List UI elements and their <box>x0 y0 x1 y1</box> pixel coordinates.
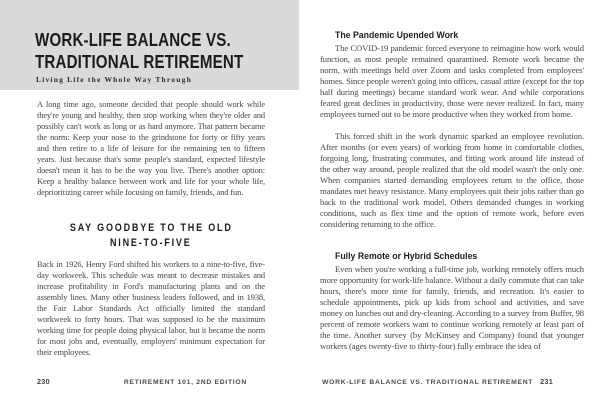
running-title-left: RETIREMENT 101, 2ND EDITION <box>123 379 247 386</box>
right-page-footer <box>322 377 553 386</box>
body-paragraph: Even when you're working a full-time job, working remotely offers much more opportunity for work-life balance. Without a daily commute that can take hours, there's more time for family, friends, and recreation. It's easier to schedule appointments, pick up kids from school and activities, and save money on lunches out and dry-cleaning. According to a survey from Buffer, 98 percent of remote workers want to continue working remotely at least part of the time. Another survey (by McKinsey and Company) found that younger workers (ages twenty-five to thirty-four) fully embrace the idea of <box>320 264 584 351</box>
subsection-heading-pandemic: The Pandemic Upended Work <box>335 30 459 41</box>
chapter-title-line1: WORK-LIFE BALANCE VS. <box>35 30 231 50</box>
chapter-title-line2: TRADITIONAL RETIREMENT <box>35 52 244 72</box>
page-number-right: 231 <box>540 377 553 386</box>
section-heading-line1: SAY GOODBYE TO THE OLD <box>69 222 233 234</box>
chapter-title <box>35 29 243 73</box>
body-paragraph: This forced shift in the work dynamic sparked an employee revolution. After months (or even years) of working from home in comfortable clothes, forgoing long, frustrating commutes, and fitting work around life instead of the other way around, people realized that the old model wasn't the only one. When companies started demanding employees return to the office, those mandates met heavy resistance. Many employees quit their jobs rather than go back to the traditional work model. Others demanded changes in working conditions, such as flex time and the option of remote work, before even considering returning to the office. <box>320 131 584 229</box>
page-number-left: 230 <box>37 377 50 386</box>
left-page-footer <box>37 377 247 386</box>
running-title-right: WORK-LIFE BALANCE VS. TRADITIONAL RETIREMENT <box>322 379 534 386</box>
section-paragraph: Back in 1926, Henry Ford shifted his workers to a nine-to-five, five-day workweek. This schedule was meant to decrease mistakes and increase profitability in Ford's manufacturing plants and on the assembly lines. Many other business leaders followed, and in 1938, the Fair Labor Standards Act officially limited the standard workweek to forty hours. That was supposed to be the maximum working time for people doing physical labor, but it became the norm for most jobs and, eventually, employers' minimum expectation for their employees. <box>37 260 265 357</box>
subsection-heading-remote: Fully Remote or Hybrid Schedules <box>335 251 478 262</box>
section-heading-line2: NINE-TO-FIVE <box>110 237 192 249</box>
intro-paragraph: A long time ago, someone decided that people should work while they're young and healthy, then stop working when they're older and possibly can't work as long or as hard anymore. That pattern became the norm: Keep your nose to the grindstone for forty or fifty years and then retire to a life of leisure for the remaining ten to fifteen years. Just because that's some people's standard, expected lifestyle doesn't mean it has to be the way you live. There's another option: Keep a healthy balance between work and life for your whole life, deprioritizing career while focusing on family, friends, and fun. <box>37 100 265 197</box>
body-paragraph: The COVID-19 pandemic forced everyone to reimagine how work would function, as most people remained quarantined. Remote work became the norm, with meetings held over Zoom and tasks completed from employees' homes. Since people weren't going into offices, casual attire (except for the top half during meetings) became standard work wear. And while corporations feared great declines in productivity, those were never realized. In fact, many employees turned out to be more productive when they worked from home. <box>320 43 584 119</box>
chapter-subtitle: Living Life the Whole Way Through <box>36 75 192 84</box>
section-heading <box>37 221 265 251</box>
